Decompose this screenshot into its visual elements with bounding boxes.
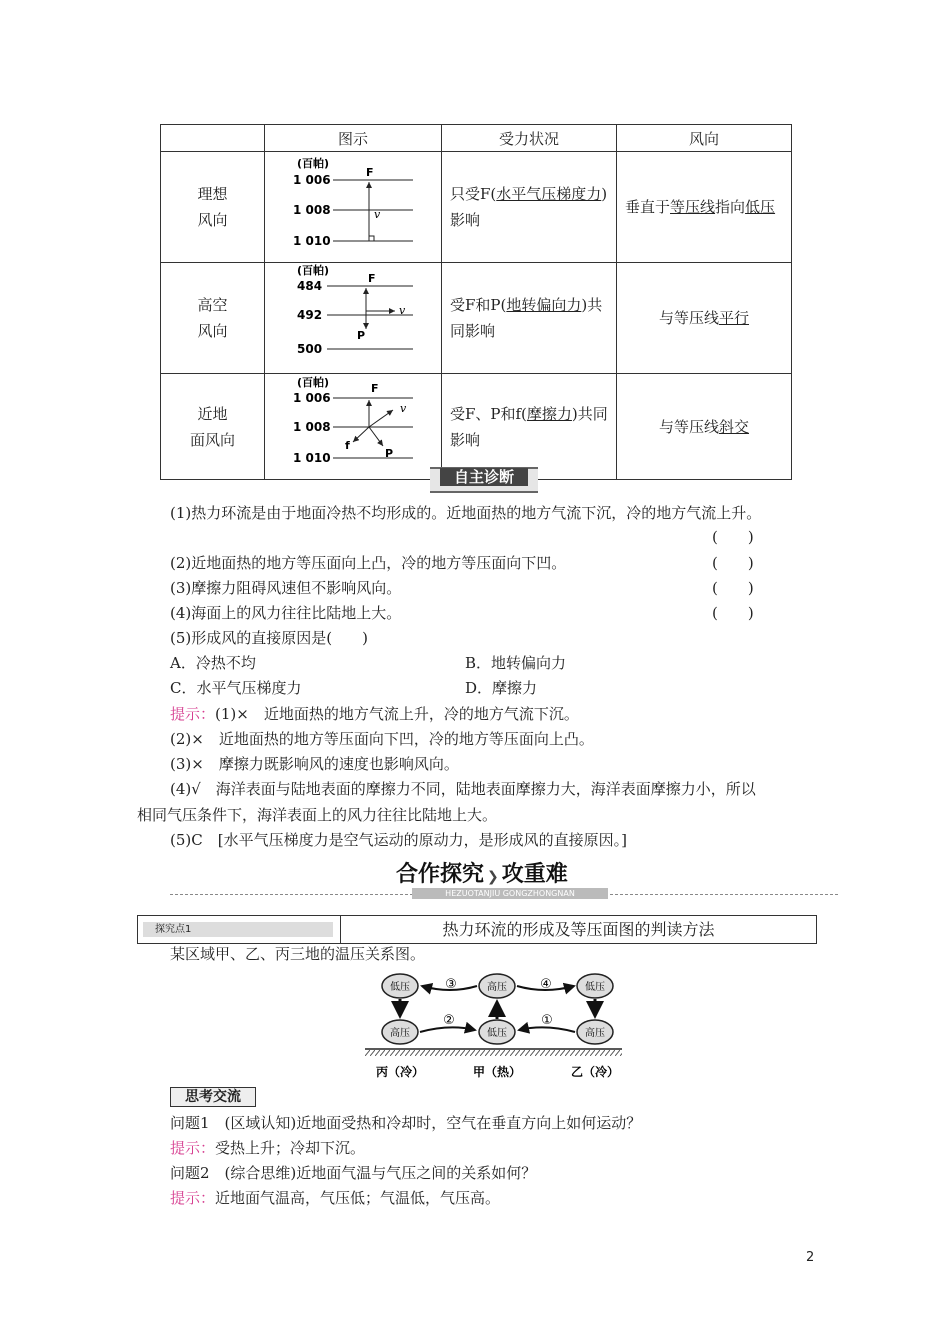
- upper-wind-svg: [265, 263, 441, 369]
- thermal-circulation-diagram: [360, 966, 630, 1084]
- force-text: )影响: [450, 185, 608, 229]
- isobar-label: 1 008: [293, 420, 331, 434]
- direction-cell: [617, 263, 792, 374]
- right-angle-mark: [369, 236, 374, 241]
- ideal-wind-svg: [265, 152, 441, 258]
- think-discuss-label: 思考交流: [170, 1087, 256, 1107]
- answer-3: (3)× 摩擦力既影响风的速度也影响风向。: [170, 755, 459, 773]
- section-pinyin: HEZUOTANJIU GONGZHONGNAN: [412, 888, 608, 899]
- force-term: 水平气压梯度力: [496, 185, 602, 203]
- intro-text: 某区域甲、乙、丙三地的温压关系图。: [170, 945, 426, 963]
- answer-paren: ( ): [712, 604, 754, 622]
- hint-label: 提示：: [170, 1139, 216, 1157]
- answer-4: (4)√ 海洋表面与陆地表面的摩擦力不同，陆地表面摩擦力大，海洋表面摩擦力小，所以: [170, 780, 756, 798]
- hint-text: 受热上升；冷却下沉。: [215, 1139, 366, 1157]
- ideal-wind-diagram: [265, 152, 442, 263]
- topic-tag-cell: [138, 916, 341, 943]
- question-4: (4)海面上的风力往往比陆地上大。: [170, 604, 402, 622]
- direction-term: 低压: [745, 198, 776, 216]
- answer-paren: ( ): [712, 528, 754, 546]
- answer-paren: ( ): [712, 554, 754, 572]
- hint-text: 近地面气温高，气压低；气温低，气压高。: [215, 1189, 501, 1207]
- header-cell: 受力状况: [442, 125, 617, 152]
- direction-cell: [617, 374, 792, 480]
- table-header-row: [161, 125, 792, 152]
- direction-term: 平行: [719, 309, 750, 327]
- force-text: )共同影响: [450, 296, 603, 340]
- hint-label: 提示：: [170, 1189, 216, 1207]
- self-diagnosis-banner: [430, 467, 538, 489]
- flow-number: ③: [445, 977, 457, 992]
- answer-5: (5)C [水平气压梯度力是空气运动的原动力，是形成风的直接原因。]: [170, 831, 627, 849]
- pressure-label: 低压: [585, 982, 605, 993]
- ground-hatch: [365, 1050, 622, 1056]
- question-1: (1)热力环流是由于地面冷热不均形成的。近地面热的地方气流下沉，冷的地方气流上升。: [170, 504, 762, 522]
- pressure-label: 高压: [487, 982, 507, 993]
- isobar-label: 1 008: [293, 203, 331, 217]
- force-cell: [442, 263, 617, 374]
- force-term: 地转偏向力: [506, 296, 582, 314]
- coriolis-label: P: [357, 329, 366, 342]
- surface-wind-svg: [265, 374, 441, 475]
- isobar-label: 1 010: [293, 451, 331, 465]
- section-title: [396, 857, 568, 888]
- isobar-label: 500: [297, 342, 323, 356]
- coriolis-arrow: [369, 427, 383, 446]
- force-label: F: [366, 166, 374, 179]
- unit-label: (百帕): [297, 264, 330, 277]
- bottom-pressure-east: [577, 1020, 613, 1044]
- flow-number: ④: [540, 977, 552, 992]
- question-2: (2)近地面热的地方等压面向上凸，冷的地方等压面向下凹。: [170, 554, 567, 572]
- top-pressure-east: [577, 974, 613, 998]
- wind-table: [160, 124, 792, 480]
- force-cell: [442, 152, 617, 263]
- pressure-label: 低压: [487, 1028, 507, 1039]
- section-arrow-icon: ❯: [487, 869, 499, 885]
- upper-wind-diagram: [265, 263, 442, 374]
- friction-arrow: [353, 427, 369, 442]
- force-text: 只受F(: [450, 185, 497, 203]
- place-label: 丙（冷）: [375, 1065, 425, 1079]
- unit-label: (百帕): [297, 376, 330, 389]
- direction-text: 与等压线: [658, 309, 719, 327]
- hint-1: [170, 1138, 365, 1158]
- force-cell: [442, 374, 617, 480]
- question-5: (5)形成风的直接原因是( ): [170, 629, 368, 647]
- isobar-label: 1 010: [293, 234, 331, 248]
- pressure-label: 高压: [390, 1028, 410, 1039]
- top-pressure-west: [382, 974, 418, 998]
- friction-label: f: [345, 439, 350, 452]
- flow-number: ①: [541, 1013, 553, 1028]
- table-row: [161, 152, 792, 263]
- isobar-label: 484: [297, 279, 323, 293]
- isobar-label: 492: [297, 308, 323, 322]
- answer-text: (1)× 近地面热的地方气流上升，冷的地方气流下沉。: [215, 705, 579, 723]
- topic-title: 热力环流的形成及等压面图的判读方法: [442, 920, 715, 939]
- force-label: F: [368, 272, 376, 285]
- header-cell: 图示: [265, 125, 442, 152]
- isobar-label: 1 006: [293, 173, 331, 187]
- answer-paren: ( ): [712, 579, 754, 597]
- force-text: 受F和P(: [450, 296, 507, 314]
- force-label: F: [371, 382, 379, 395]
- place-label: 乙（冷）: [570, 1065, 620, 1079]
- unit-label: (百帕): [297, 157, 330, 170]
- answer-2: (2)× 近地面热的地方等压面向下凹，冷的地方等压面向上凸。: [170, 730, 594, 748]
- pressure-label: 低压: [390, 982, 410, 993]
- surface-flow-arrow: [420, 1027, 475, 1032]
- velocity-label: v: [374, 208, 381, 221]
- question-1-text: 问题1 (区域认知)近地面受热和冷却时，空气在垂直方向上如何运动？: [170, 1114, 642, 1132]
- direction-text: 与等压线: [658, 417, 719, 436]
- surface-flow-arrow: [519, 1027, 575, 1032]
- force-text: )共同影响: [450, 404, 608, 449]
- force-term: 摩擦力: [526, 404, 572, 423]
- flow-number: ②: [443, 1013, 455, 1028]
- banner-label: 自主诊断: [440, 468, 528, 486]
- isobar-label: 1 006: [293, 391, 331, 405]
- direction-term: 等压线: [670, 198, 716, 216]
- row-name: 高空 风向: [161, 263, 265, 374]
- place-label: 甲（热）: [472, 1065, 522, 1079]
- top-pressure-center: [479, 974, 515, 998]
- topic-box: [137, 915, 817, 944]
- bottom-pressure-west: [382, 1020, 418, 1044]
- pressure-label: 高压: [585, 1028, 605, 1039]
- section-title-left: 合作探究: [396, 862, 485, 887]
- velocity-label: v: [399, 304, 406, 317]
- header-cell: 风向: [617, 125, 792, 152]
- surface-wind-diagram: [265, 374, 442, 480]
- topic-tag: 探究点1: [143, 922, 333, 937]
- question-2-text: 问题2 (综合思维)近地面气温与气压之间的关系如何？: [170, 1164, 537, 1182]
- option-c: C．水平气压梯度力: [170, 679, 302, 697]
- option-a: A．冷热不均: [170, 654, 256, 672]
- hint-2: [170, 1188, 500, 1208]
- row-name: 近地 面风向: [161, 374, 265, 480]
- row-name: 理想 风向: [161, 152, 265, 263]
- header-cell: [161, 125, 265, 152]
- hint-label: 提示：: [170, 705, 216, 723]
- option-d: D．摩擦力: [465, 679, 538, 697]
- option-b: B．地转偏向力: [465, 654, 567, 672]
- direction-term: 斜交: [719, 417, 750, 436]
- velocity-label: v: [400, 402, 407, 415]
- table-row: [161, 263, 792, 374]
- direction-cell: [617, 152, 792, 263]
- answer-4-cont: 相同气压条件下，海洋表面上的风力往往比陆地上大。: [137, 806, 498, 824]
- table-row: [161, 374, 792, 480]
- page-number: 2: [806, 1250, 815, 1265]
- section-title-right: 攻重难: [501, 862, 568, 887]
- bottom-pressure-center: [479, 1020, 515, 1044]
- answer-1: [170, 704, 579, 724]
- coriolis-label: P: [385, 447, 394, 460]
- velocity-arrow: [369, 410, 393, 427]
- force-text: 受F、P和f(: [450, 404, 527, 423]
- direction-text: 指向: [715, 198, 746, 216]
- direction-text: 垂直于: [625, 198, 671, 216]
- question-3: (3)摩擦力阻碍风速但不影响风向。: [170, 579, 402, 597]
